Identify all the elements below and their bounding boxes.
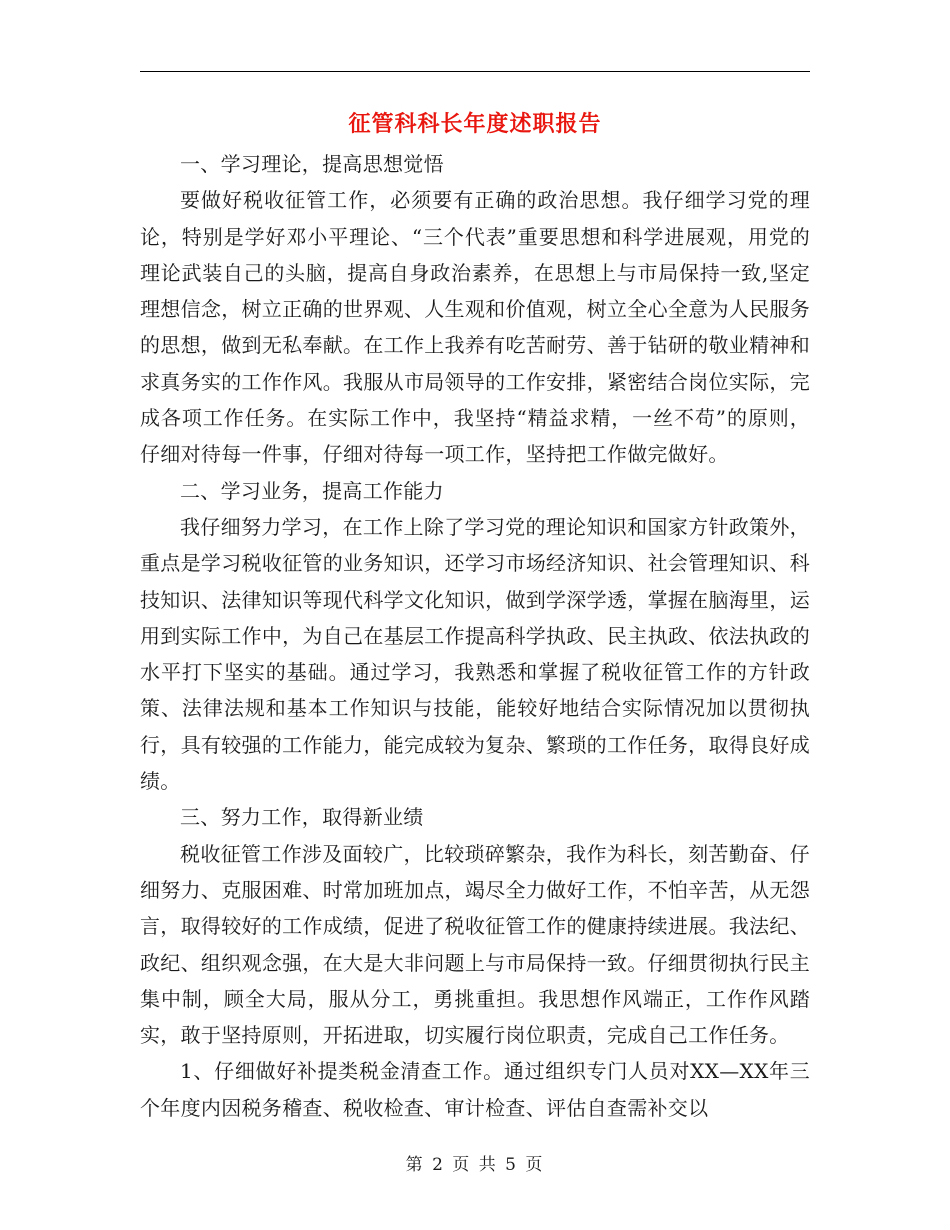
section-heading-3: 三、努力工作，取得新业绩: [180, 805, 424, 830]
header-rule: [140, 71, 810, 72]
body-paragraph-2: 我仔细努力学习，在工作上除了学习党的理论知识和国家方针政策外，重点是学习税收征管的业务知识，还学习市场经济知识、社会管理知识、科技知识、法律知识等现代科学文化知识，做到学深学透，掌握在脑海里，运用到实际工作中，为自己在基层工作提高科学执政、民主执政、依法执政的水平打下坚实的基础。通过学习，我熟悉和掌握了税收征管工作的方针政策、法律法规和基本工作知识与技能，能较好地结合实际情况加以贯彻执行，具有较强的工作能力，能完成较为复杂、繁琐的工作任务，取得良好成绩。: [140, 514, 810, 794]
body-paragraph-1: 要做好税收征管工作，必须要有正确的政治思想。我仔细学习党的理论，特别是学好邓小平理论、“三个代表”重要思想和科学进展观，用党的理论武装自己的头脑，提高自身政治素养，在思想上与市局保持一致,坚定理想信念，树立正确的世界观、人生观和价值观，树立全心全意为人民服务的思想，做到无私奉献。在工作上我养有吃苦耐劳、善于钻研的敬业精神和求真务实的工作作风。我服从市局领导的工作安排，紧密结合岗位实际，完成各项工作任务。在实际工作中，我坚持“精益求精，一丝不苟”的原则，仔细对待每一件事，仔细对待每一项工作，坚持把工作做完做好。: [140, 188, 810, 467]
section-heading-2: 二、学习业务，提高工作能力: [180, 478, 444, 503]
section-heading-1: 一、学习理论，提高思想觉悟: [180, 152, 444, 176]
body-paragraph-3: 税收征管工作涉及面较广，比较琐碎繁杂，我作为科长，刻苦勤奋、仔细努力、克服困难、时常加班加点，竭尽全力做好工作，不怕辛苦，从无怨言，取得较好的工作成绩，促进了税收征管工作的健康持续进展。我法纪、政纪、组织观念强，在大是大非问题上与市局保持一致。仔细贯彻执行民主集中制，顾全大局，服从分工，勇挑重担。我思想作风端正，工作作风踏实，敢于坚持原则，开拓进取，切实履行岗位职责，完成自己工作任务。: [140, 841, 810, 1048]
document-body: [140, 146, 810, 1126]
document-title: 征管科科长年度述职报告: [348, 112, 602, 137]
body-paragraph-4: 1、仔细做好补提类税金清查工作。通过组织专门人员对XX—XX年三个年度内因税务稽查、税收检查、审计检查、评估自查需补交以: [140, 1059, 810, 1120]
page-number-footer: 第 2 页 共 5 页: [405, 1155, 545, 1175]
